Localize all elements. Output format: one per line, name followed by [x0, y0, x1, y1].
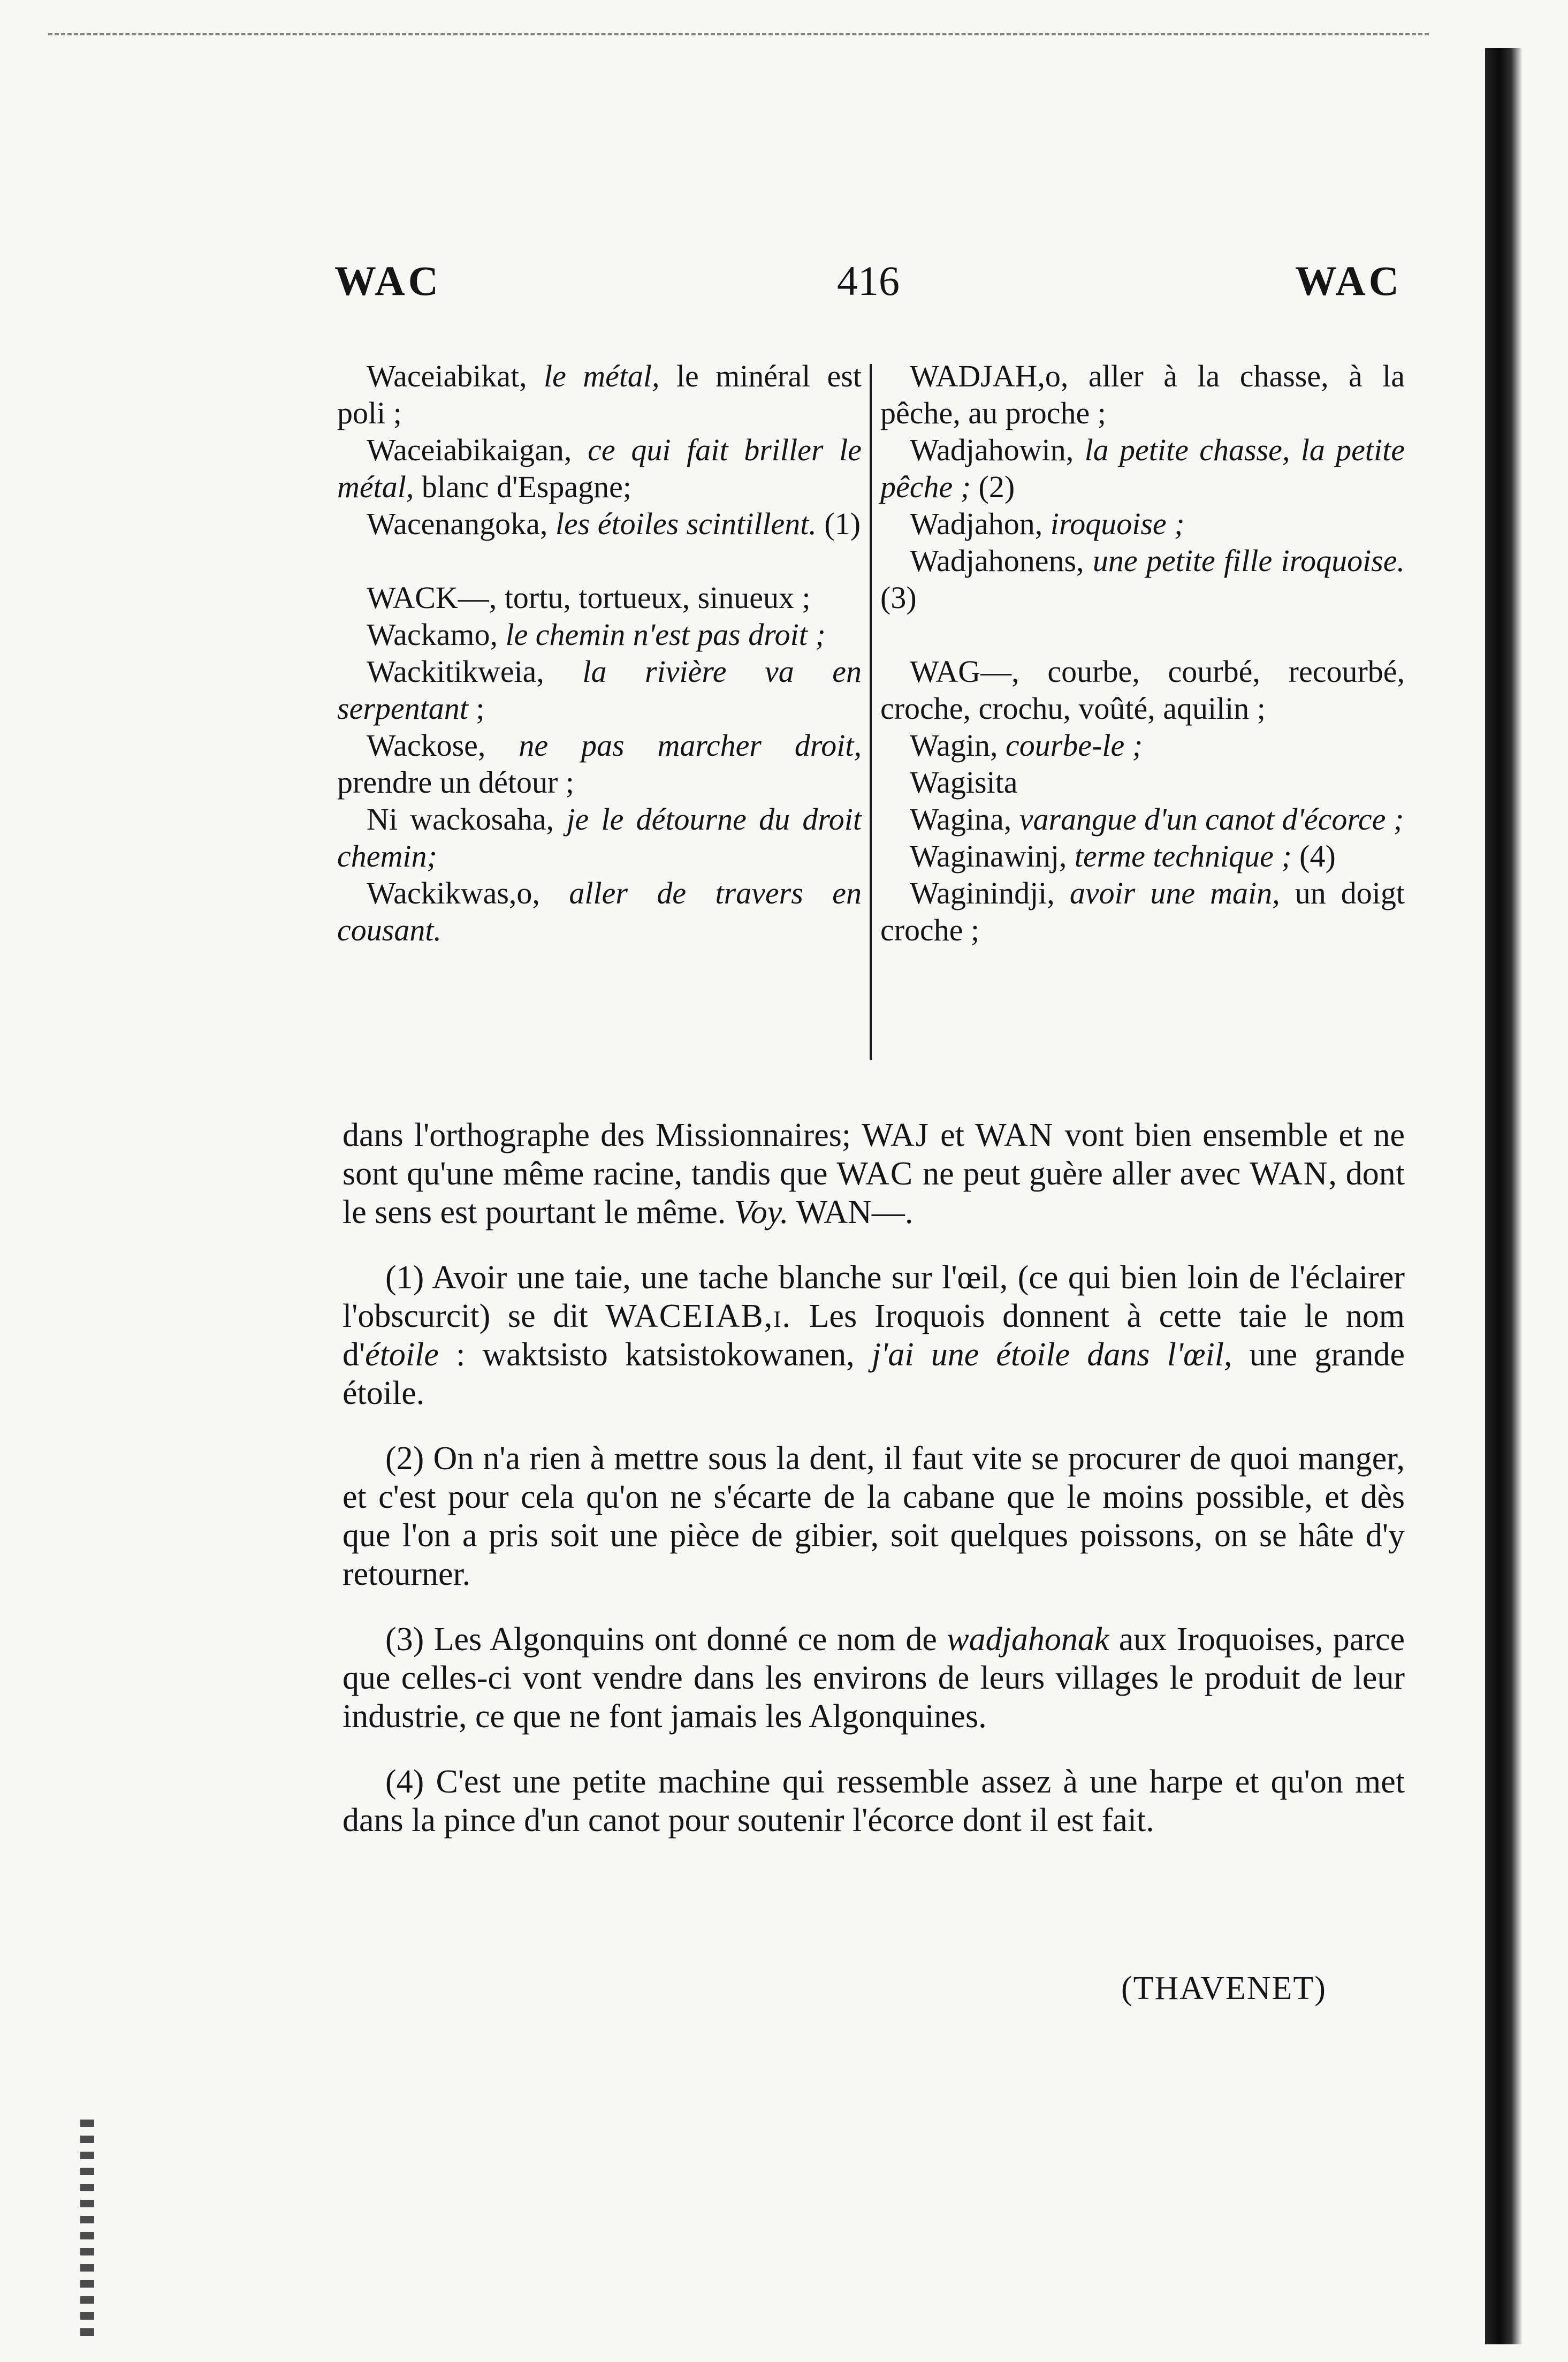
entry: Wadjahonens, une petite fille iroquoise. (3): [880, 543, 1405, 615]
entry: WACK—, tortu, tortueux, sinueux ;: [367, 580, 811, 615]
entry: Waginawinj, terme technique ; (4): [910, 839, 1336, 874]
binding-marks-left: [80, 2120, 94, 2344]
header-left-word: WAC: [334, 257, 442, 304]
entry: Waceiabikaigan, ce qui fait briller le métal, blanc d'Espagne;: [337, 432, 862, 504]
entry: Wackose, ne pas marcher droit, prendre un détour ;: [337, 728, 862, 800]
header-right-word: WAC: [1295, 257, 1402, 304]
page-number: 416: [837, 257, 900, 304]
right-column: [880, 358, 1405, 948]
running-header: [334, 257, 1402, 321]
spacer: [337, 542, 862, 579]
author-signature: (THAVENET): [1121, 1970, 1327, 2007]
left-column: [337, 358, 862, 948]
entry: Wagin, courbe-le ;: [910, 728, 1143, 763]
entry: Ni wackosaha, je le détourne du droit chemin;: [337, 802, 862, 874]
entry: Wackikwas,o, aller de travers en cousant.: [337, 876, 862, 947]
entry: Waginindji, avoir une main, un doigt croche ;: [880, 876, 1405, 947]
top-dashed-rule: [48, 33, 1429, 35]
note-continuation: dans l'orthographe des Missionnaires; WAJ et WAN vont bien ensemble et ne sont qu'une même racine, tandis que WAC ne peut guère aller avec WAN, dont le sens est pourtant le même. Voy. WAN—.: [342, 1117, 1405, 1231]
entry: Wackamo, le chemin n'est pas droit ;: [367, 617, 826, 652]
entry: Waceiabikat, le métal, le minéral est poli ;: [337, 359, 862, 430]
spacer: [880, 616, 1405, 653]
entry: Wagisita: [910, 765, 1018, 800]
footnotes: [342, 1116, 1405, 1866]
binding-shadow-right: [1485, 48, 1523, 2344]
entry: WADJAH,o, aller à la chasse, à la pêche, au proche ;: [880, 359, 1405, 430]
entry: Wagina, varangue d'un canot d'écorce ;: [910, 802, 1404, 837]
footnote-4: (4) C'est une petite machine qui ressemble assez à une harpe et qu'on met dans la pince d'un canot pour soutenir l'écorce dont il est fait.: [342, 1764, 1405, 1839]
entry: Wackitikweia, la rivière va en serpentant ;: [337, 654, 862, 726]
footnote-1: (1) Avoir une taie, une tache blanche sur l'œil, (ce qui bien loin de l'éclairer l'obscurcit) se dit WACEIAB,i. Les Iroquois donnent à cette taie le nom d'étoile : waktsisto katsistokowanen, j'ai une étoile dans l'œil, une grande étoile.: [342, 1259, 1405, 1411]
entry: Wacenangoka, les étoiles scintillent. (1): [367, 506, 861, 541]
entry: Wadjahowin, la petite chasse, la petite pêche ; (2): [880, 432, 1405, 504]
column-divider: [870, 364, 872, 1060]
entry: Wadjahon, iroquoise ;: [910, 506, 1185, 541]
footnote-3: (3) Les Algonquins ont donné ce nom de wadjahonak aux Iroquoises, parce que celles-ci vont vendre dans les environs de leurs villages le produit de leur industrie, ce que ne font jamais les Algonquines.: [342, 1621, 1405, 1735]
footnote-2: (2) On n'a rien à mettre sous la dent, il faut vite se procurer de quoi manger, et c'est pour cela qu'on ne s'écarte de la cabane que le moins possible, et dès que l'on a pris soit une pièce de gibier, soit quelques poissons, on se hâte d'y retourner.: [342, 1440, 1405, 1592]
entry: WAG—, courbe, courbé, recourbé, croche, crochu, voûté, aquilin ;: [880, 654, 1405, 726]
